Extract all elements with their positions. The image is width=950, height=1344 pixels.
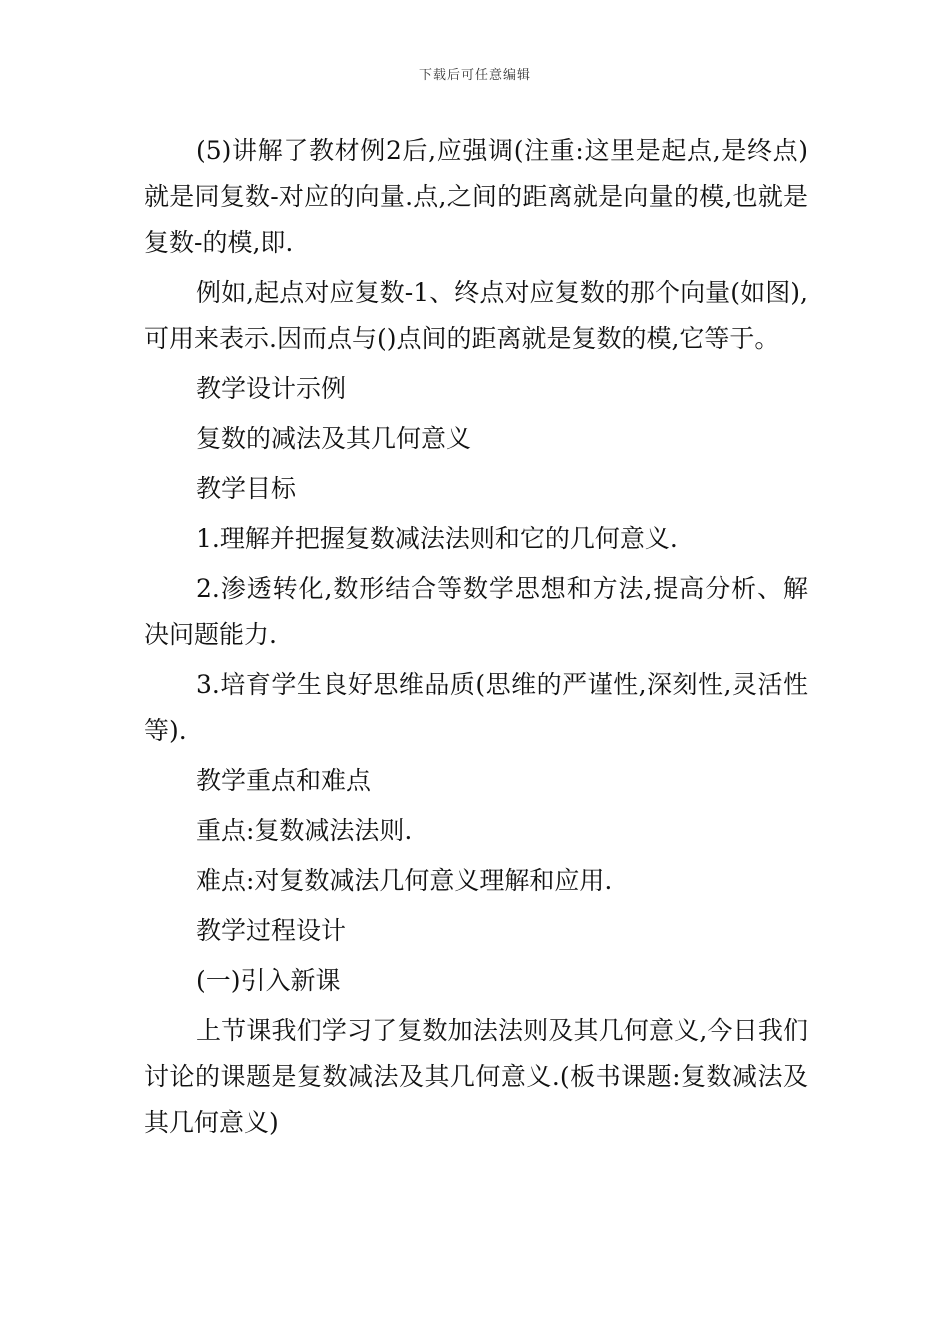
heading-key-points: 教学重点和难点: [196, 766, 372, 795]
goal-item-2: 2.渗透转化,数形结合等数学思想和方法,提高分析、解决问题能力.: [144, 574, 808, 649]
paragraph-introduction: 上节课我们学习了复数加法法则及其几何意义,今日我们讨论的课题是复数减法及其几何意义.(板书课题:复数减法及其几何意义): [144, 1016, 808, 1137]
heading-teaching-design-example: 教学设计示例: [196, 374, 347, 403]
heading-process-design: 教学过程设计: [196, 916, 347, 945]
paragraph-example-vector: 例如,起点对应复数-1、终点对应复数的那个向量(如图),可用来表示.因而点与()点间的距离就是复数的模,它等于。: [144, 278, 808, 353]
goal-item-1: 1.理解并把握复数减法法则和它的几何意义.: [196, 524, 678, 553]
document-body: [144, 128, 808, 1150]
difficult-point: 难点:对复数减法几何意义理解和应用.: [196, 866, 613, 895]
heading-introduction: (一)引入新课: [196, 966, 341, 995]
heading-teaching-goals: 教学目标: [196, 474, 297, 503]
paragraph-example-2-note: (5)讲解了教材例2后,应强调(注重:这里是起点,是终点)就是同复数-对应的向量.点,之间的距离就是向量的模,也就是复数-的模,即.: [144, 136, 808, 257]
heading-lesson-title: 复数的减法及其几何意义: [196, 424, 472, 453]
goal-item-3: 3.培育学生良好思维品质(思维的严谨性,深刻性,灵活性等).: [144, 670, 808, 745]
key-point: 重点:复数减法法则.: [196, 816, 413, 845]
page-header: 下载后可任意编辑: [418, 68, 531, 83]
